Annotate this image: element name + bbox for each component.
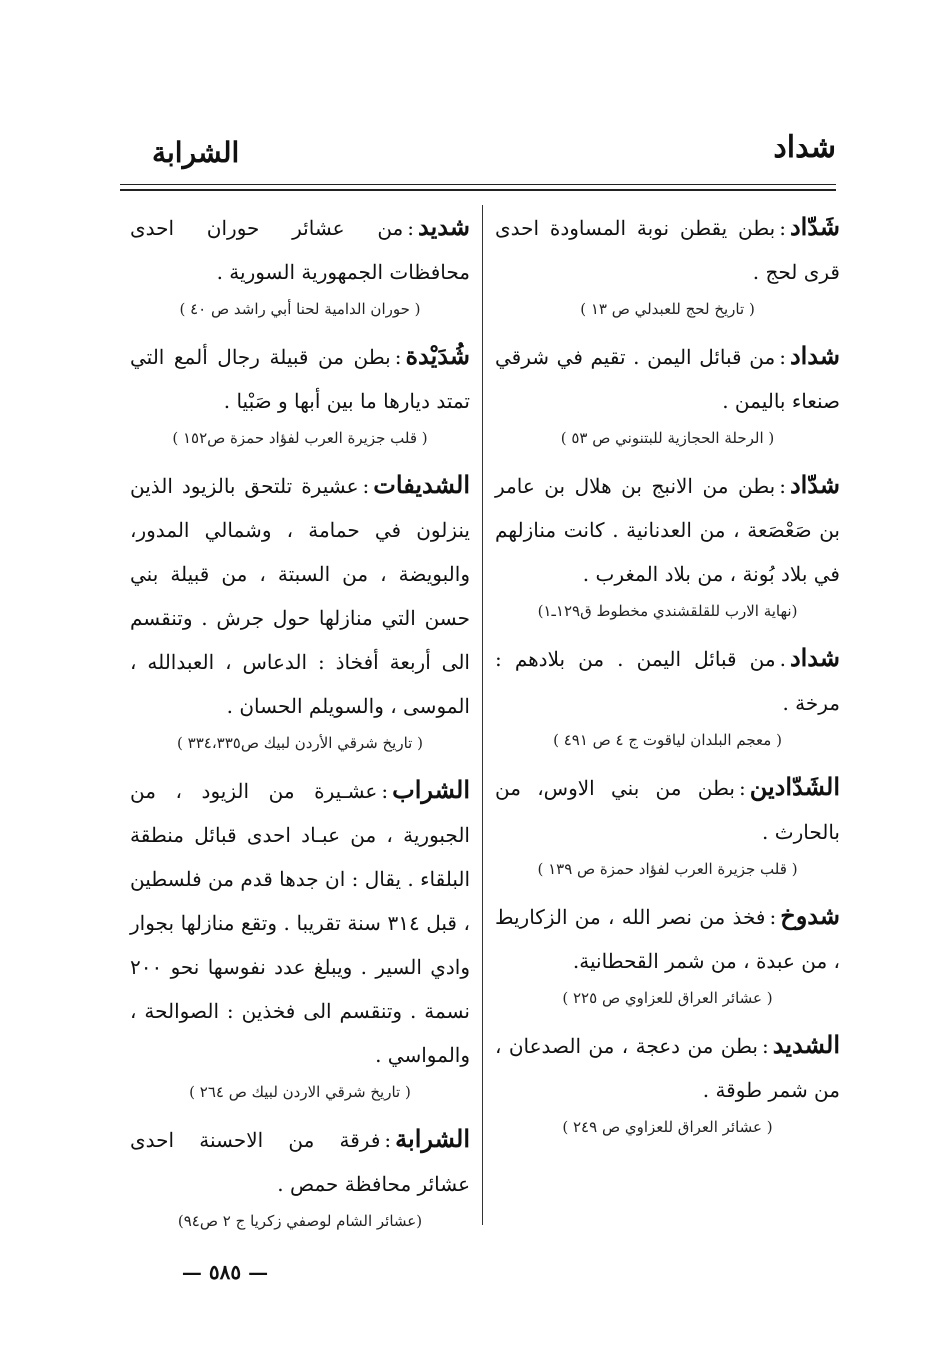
page-number: — ٥٨٥ — — [181, 1260, 269, 1284]
headword: شدّاد — [789, 470, 840, 499]
entry-text — [495, 894, 840, 983]
headword: شَدّاد — [789, 212, 840, 241]
source-citation: ( الرحلة الحجازية للبتنوني ص ٥٣ ) — [560, 429, 775, 447]
entry — [130, 334, 470, 453]
separator: : — [384, 1128, 392, 1152]
source-citation: ( قلب جزيرة العرب لفؤاد حمزة ص١٥٢ ) — [172, 429, 428, 447]
separator: : — [779, 345, 786, 369]
separator: : — [779, 474, 786, 498]
headword: شدوخ — [780, 901, 840, 930]
entry-text — [495, 636, 840, 725]
headword: شُدَيْدة — [405, 341, 470, 370]
entry-text — [130, 463, 470, 728]
entry-body: من قبائل اليمن . من بلادهم : مرخة . — [495, 647, 840, 715]
entry-body: من عشائر حوران احدى محافظات الجمهورية السورية . — [130, 216, 470, 284]
entry-body: بطن من الانبج بن هلال بن عامر بن صَعْصَعة ، من العدنانية . كانت منازلهم في بلاد بُونة ، من بلاد المغرب . — [495, 474, 840, 586]
separator: : — [761, 1034, 769, 1058]
entry — [130, 1117, 470, 1236]
entry — [495, 334, 840, 453]
column-divider — [482, 205, 483, 1225]
entry-text — [495, 463, 840, 596]
right-column — [495, 205, 840, 1152]
source-citation: ( حوران الدامية لحنا أبي راشد ص ٤٠ ) — [179, 300, 421, 318]
entry-body: بطن من قبيلة رجال ألمع التي تمتد ديارها ما بين أبها و صَبْيا . — [130, 345, 470, 413]
entry — [495, 463, 840, 626]
separator: : — [381, 779, 389, 803]
separator: : — [738, 776, 746, 800]
entry — [495, 1023, 840, 1142]
entry-body: فرقة من الاحسنة احدى عشائر محافظة حمص . — [130, 1128, 470, 1196]
entry-body: فخذ من نصر الله ، من الزكاريط ، من عبدة ، من شمر القحطانية. — [495, 905, 840, 973]
headword: شديد — [418, 212, 470, 241]
entry-body: عشيرة تلتحق بالزيود الذين ينزلون في حمامة ، وشمالي المدور، والبويضة ، من السبتة ، من قبيلة بني حسن التي منازلها حول جرش . وتنقسم الى أربعة أفخاذ : الدعاس ، العبدالله ، الموسى ، والسويلم الحسان . — [130, 474, 470, 718]
headword: الشراب — [392, 775, 470, 804]
separator: : — [779, 216, 786, 240]
entry-text — [495, 334, 840, 423]
headword: الشَدّادين — [749, 772, 840, 801]
header-rule — [120, 189, 836, 191]
separator: . — [779, 647, 786, 671]
entry — [130, 768, 470, 1107]
running-head-right: شداد — [773, 130, 836, 165]
entry-body: بطن يقطن نوبة المساودة احدى قرى لحج . — [495, 216, 840, 284]
left-column — [130, 205, 470, 1246]
source-citation: (نهاية الارب للقلقشندي مخطوط ق١٢٩ـ١) — [537, 602, 798, 620]
entry-text — [495, 765, 840, 854]
entry-text — [130, 205, 470, 294]
headword: الشديد — [772, 1030, 840, 1059]
entry-body: عشـيرة من الزيود ، من الجبورية ، من عبـاد احدى قبائل منطقة البلقاء . يقال : ان جدها قدم من فلسطين ، قبل ٣١٤ سنة تقريبا . وتقع منازلها بجوار وادي السير . ويبلغ عدد نفوسها نحو ٢٠٠ نسمة . وتنقسم الى فخذين : الصوالحة ، والمواسي . — [130, 779, 470, 1067]
headword: الشديفات — [373, 470, 470, 499]
source-citation: ( تاريخ شرقي الأردن لبيك ص٣٣٤،٣٣٥ ) — [177, 734, 423, 752]
entry — [495, 894, 840, 1013]
source-citation: ( تاريخ لحج للعبدلي ص ١٣ ) — [580, 300, 755, 318]
headword: شداد — [789, 341, 840, 370]
separator: : — [407, 216, 415, 240]
entry-text — [130, 768, 470, 1077]
source-citation: ( معجم البلدان لياقوت ج ٤ ص ٤٩١ ) — [553, 731, 782, 749]
entry — [495, 765, 840, 884]
separator: : — [362, 474, 370, 498]
source-citation: ( قلب جزيرة العرب لفؤاد حمزة ص ١٣٩ ) — [537, 860, 798, 878]
entry — [495, 636, 840, 755]
running-head-left: الشرابة — [152, 136, 240, 169]
entry-body: بطن من بني الاوس، من بالحارث . — [495, 776, 840, 844]
entry — [130, 205, 470, 324]
header-rule — [120, 184, 836, 185]
source-citation: ( عشائر العراق للعزاوي ص ٢٤٩ ) — [562, 1118, 773, 1136]
entry-text — [130, 1117, 470, 1206]
entry — [130, 463, 470, 758]
source-citation: (عشائر الشام لوصفي زكريا ج ٢ ص٩٤) — [177, 1212, 423, 1230]
entry-text — [495, 1023, 840, 1112]
entry-text — [130, 334, 470, 423]
headword: شداد — [789, 643, 840, 672]
separator: : — [394, 345, 402, 369]
separator: : — [769, 905, 777, 929]
source-citation: ( تاريخ شرقي الاردن لبيك ص ٢٦٤ ) — [189, 1083, 411, 1101]
entry-body: من قبائل اليمن . تقيم في شرقي صنعاء باليمن . — [495, 345, 840, 413]
entry-text — [495, 205, 840, 294]
source-citation: ( عشائر العراق للعزاوي ص ٢٢٥ ) — [562, 989, 773, 1007]
entry — [495, 205, 840, 324]
entry-body: بطن من دعجة ، من الصدعان ، من شمر طوقة . — [495, 1034, 840, 1102]
headword: الشرابة — [395, 1124, 470, 1153]
